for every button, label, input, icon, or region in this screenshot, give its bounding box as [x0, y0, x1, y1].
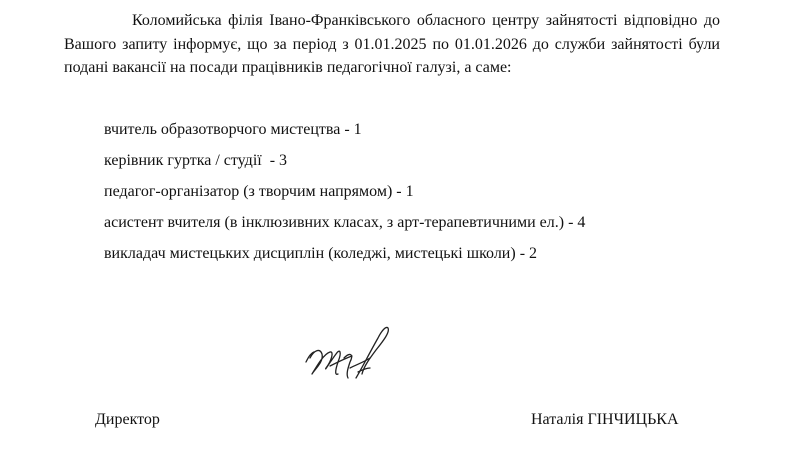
list-item: вчитель образотворчого мистецтва - 1 — [104, 121, 362, 138]
vacancy-list — [104, 118, 585, 273]
list-item: викладач мистецьких дисциплін (коледжі, мистецькі школи) - 2 — [104, 245, 538, 262]
signer-position: Директор — [95, 411, 160, 428]
intro-paragraph: Коломийська філія Івано-Франківського обласного центру зайнятості відповідно до Вашого запиту інформує, що за період з 01.01.2025 по 01.01.2026 до служби зайнятості були подані вакансії на посади працівників педагогічної галузі, а саме: — [64, 12, 720, 76]
list-item: асистент вчителя (в інклюзивних класах, з арт-терапевтичними ел.) - 4 — [104, 214, 586, 231]
handwritten-signature — [300, 318, 396, 388]
list-item: педагог-організатор (з творчим напрямом) - 1 — [104, 183, 414, 200]
signer-name: Наталія ГІНЧИЦЬКА — [531, 411, 679, 428]
list-item: керівник гуртка / студії - 3 — [104, 152, 288, 169]
